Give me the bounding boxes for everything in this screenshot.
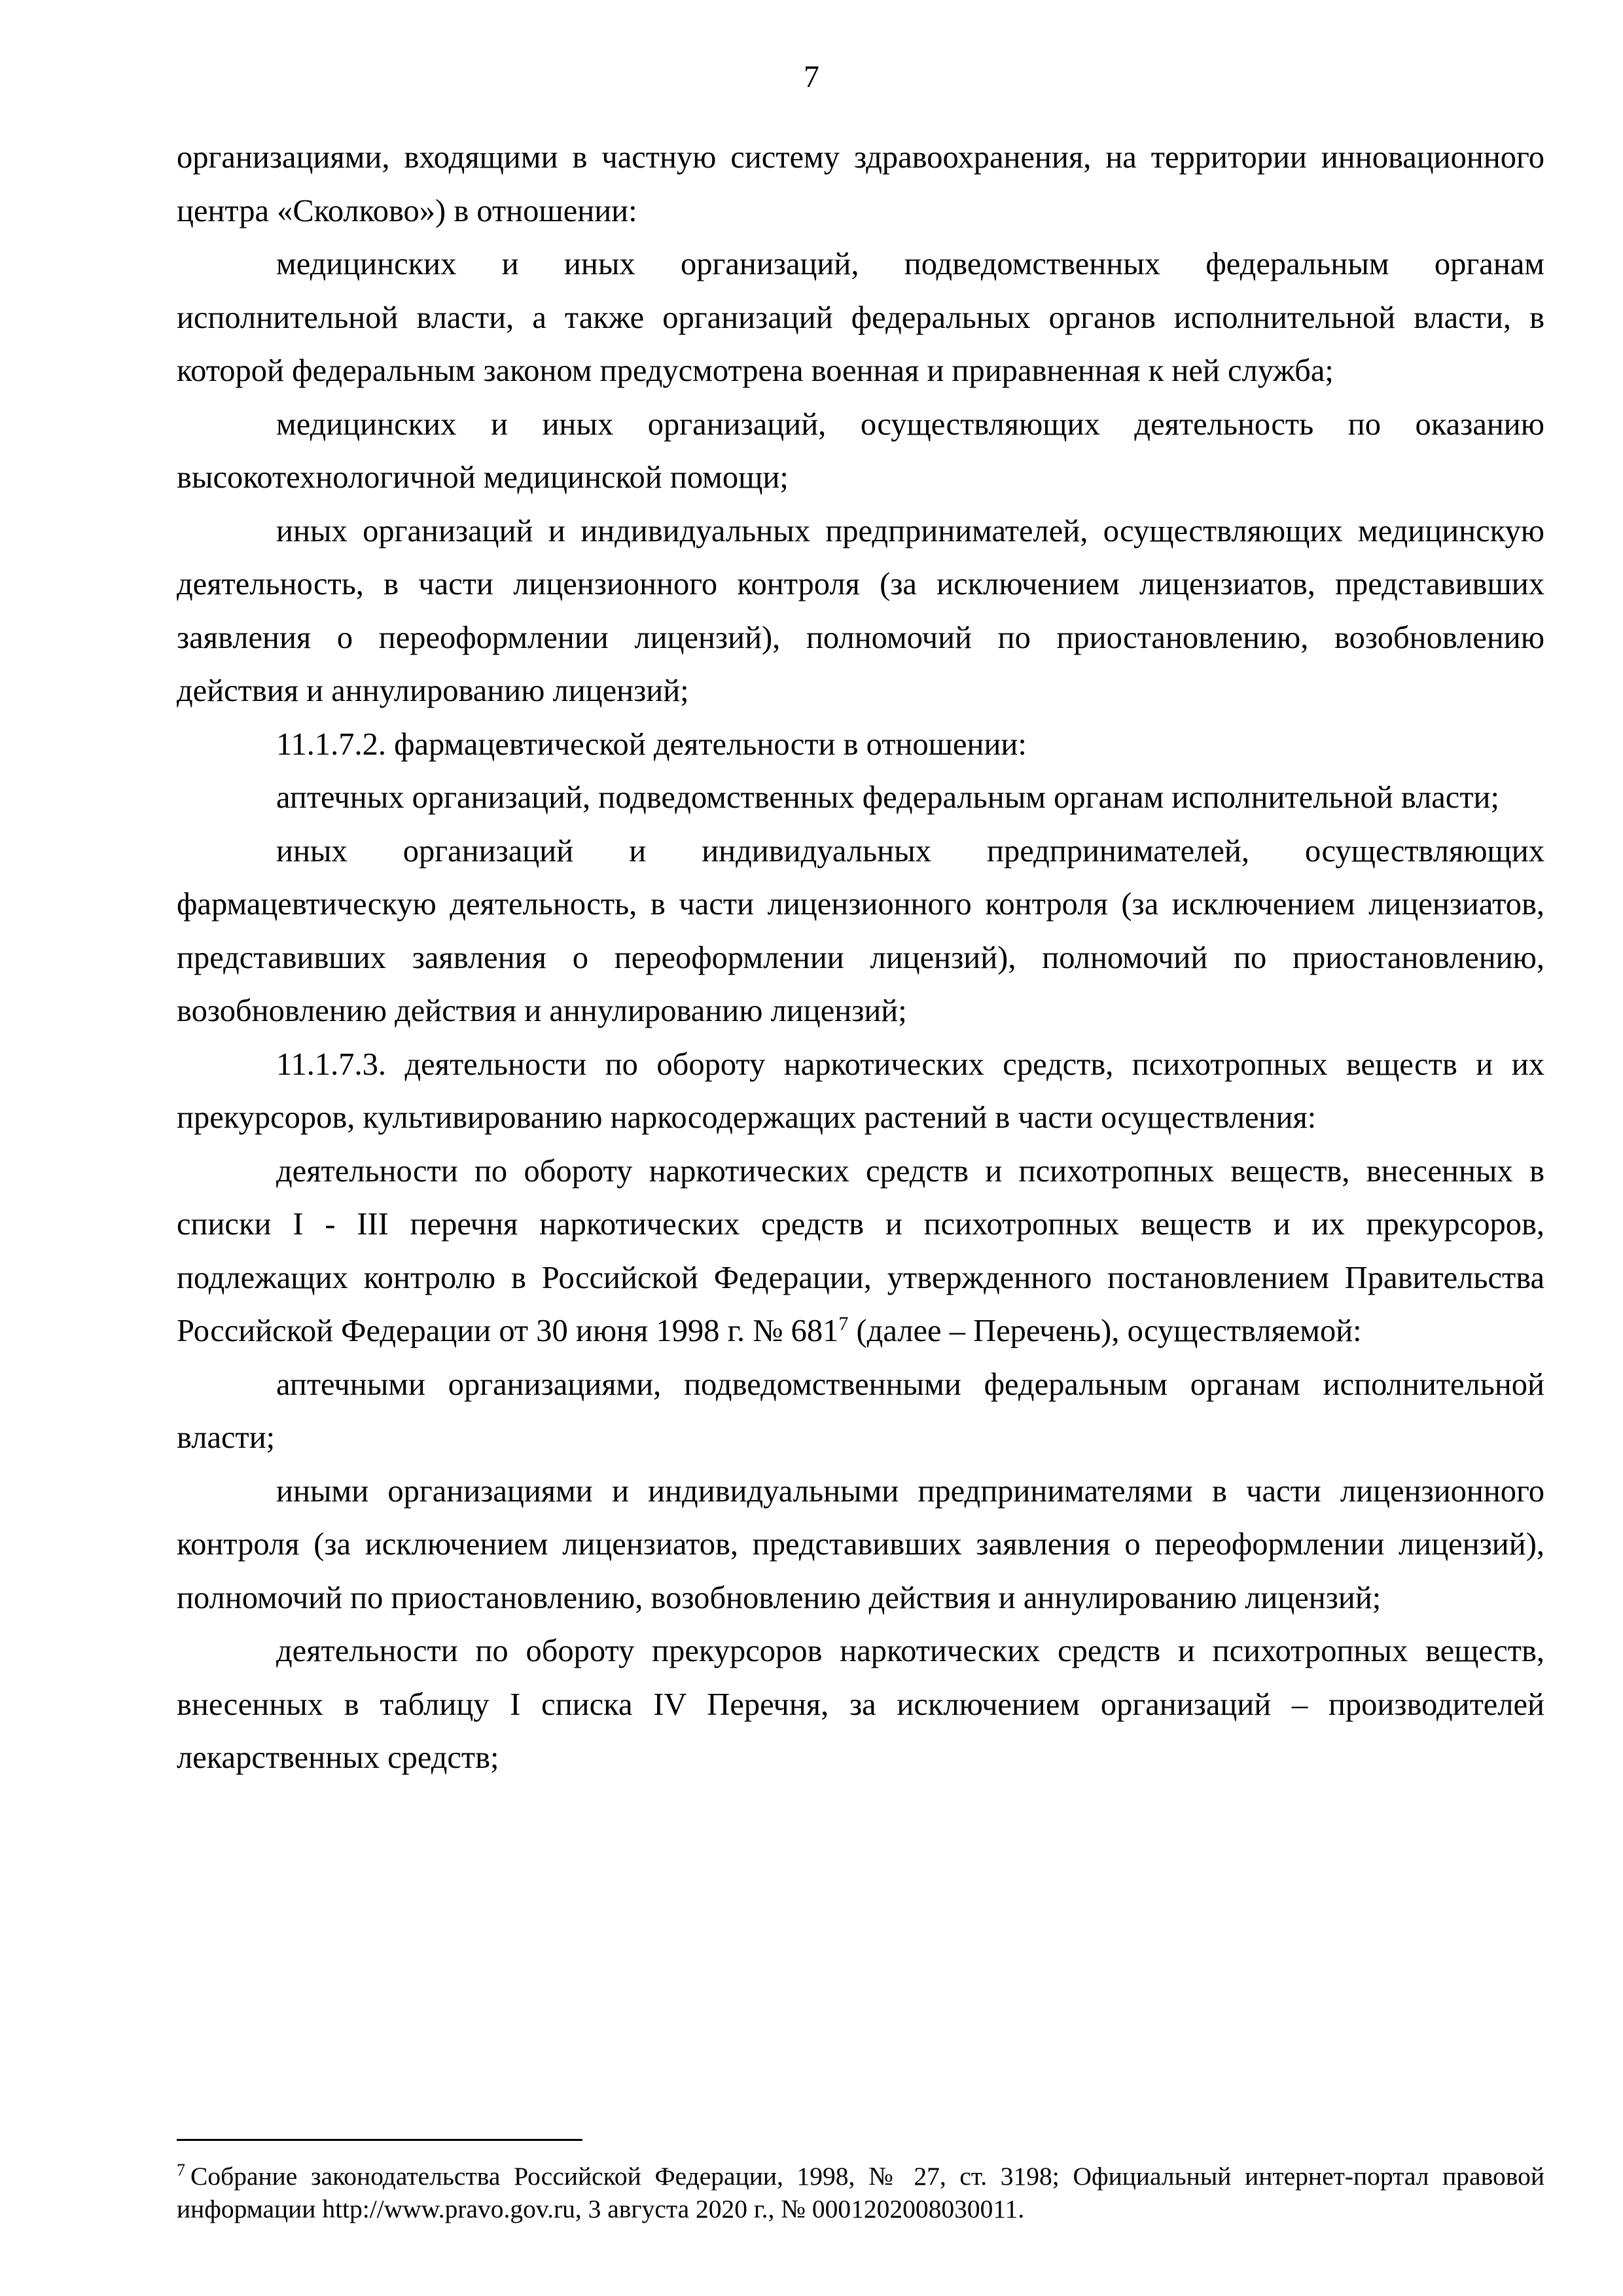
footnote: [177, 2160, 1544, 2225]
paragraph-6: аптечных организаций, подведомственных федеральным органам исполнительной власти;: [276, 780, 1499, 815]
paragraph-3: медицинских и иных организаций, осуществляющих деятельность по оказанию высокотехнологичной медицинской помощи;: [177, 406, 1544, 495]
document-body: [177, 131, 1544, 1785]
paragraph-2: медицинских и иных организаций, подведомственных федеральным органам исполнительной власти, а также организаций федеральных органов исполнительной власти, в которой федеральным законом предусмотрена военная и приравненная к ней служба;: [177, 247, 1544, 388]
paragraph-9-text-end: (далее – Перечень), осуществляемой:: [848, 1314, 1362, 1348]
page-number: 7: [804, 60, 819, 94]
paragraph-10: аптечными организациями, подведомственными федеральным органам исполнительной власти;: [177, 1367, 1544, 1455]
paragraph-12: деятельности по обороту прекурсоров наркотических средств и психотропных веществ, внесенных в таблицу I списка IV Перечня, за исключением организаций – производителей лекарственных средств;: [177, 1634, 1544, 1775]
footnote-text: Собрание законодательства Российской Федерации, 1998, № 27, ст. 3198; Официальный интернет-портал правовой информации http://www.pravo.gov.ru, 3 августа 2020 г., № 0001202008030011.: [177, 2162, 1544, 2223]
paragraph-4: иных организаций и индивидуальных предпринимателей, осуществляющих медицинскую деятельность, в части лицензионного контроля (за исключением лицензиатов, представивших заявления о переоформлении лицензий), полномочий по приостановлению, возобновлению действия и аннулированию лицензий;: [177, 513, 1544, 708]
paragraph-8: 11.1.7.3. деятельности по обороту наркотических средств, психотропных веществ и их прекурсоров, культивированию наркосодержащих растений в части осуществления:: [177, 1047, 1544, 1135]
paragraph-5: 11.1.7.2. фармацевтической деятельности в отношении:: [276, 726, 1027, 762]
paragraph-7: иных организаций и индивидуальных предпринимателей, осуществляющих фармацевтическую деятельность, в части лицензионного контроля (за исключением лицензиатов, представивших заявления о переоформлении лицензий), полномочий по приостановлению, возобновлению действия и аннулированию лицензий;: [177, 833, 1544, 1028]
paragraph-11: иными организациями и индивидуальными предпринимателями в части лицензионного контроля (за исключением лицензиатов, представивших заявления о переоформлении лицензий), полномочий по приостановлению, возобновлению действия и аннулированию лицензий;: [177, 1473, 1544, 1615]
paragraph-9-text: деятельности по обороту наркотических средств и психотропных веществ, внесенных в списки I - III перечня наркотических средств и психотропных веществ и их прекурсоров, подлежащих контролю в Российской Федерации, утвержденного постановлением Правительства Российской Федерации от 30 июня 1998 г. № 681: [177, 1153, 1544, 1348]
footnote-mark: 7: [177, 2160, 185, 2179]
footnote-reference: 7: [838, 1312, 849, 1335]
footnote-divider: [177, 2139, 582, 2141]
paragraph-1: организациями, входящими в частную систему здравоохранения, на территории инновационного центра «Сколково») в отношении:: [177, 140, 1544, 228]
paragraph-9: [177, 1145, 1544, 1358]
